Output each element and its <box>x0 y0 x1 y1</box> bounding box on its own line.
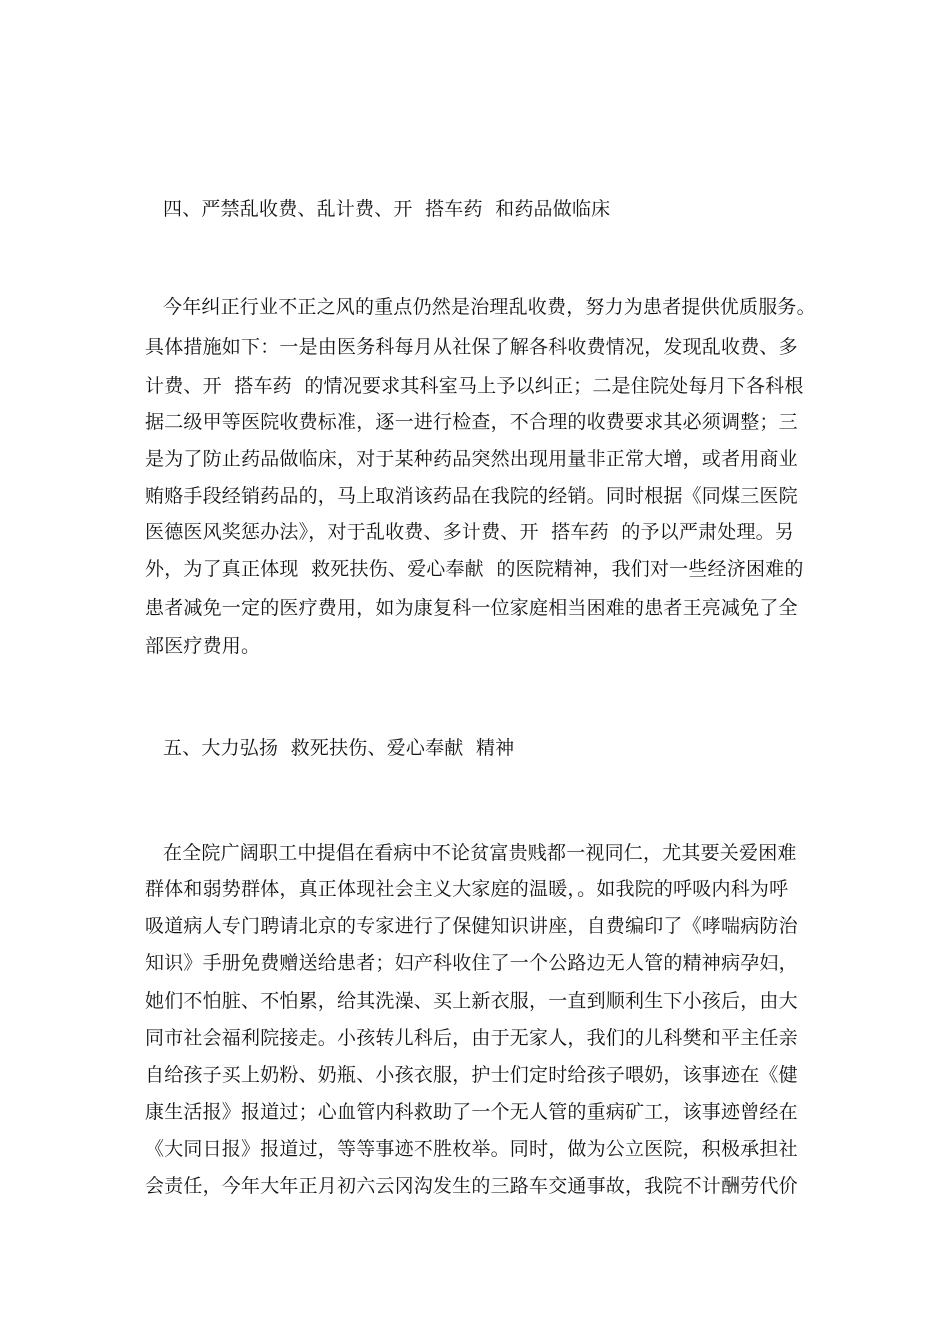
paragraph-line: 具体措施如下：一是由医务科每月从社保了解各科收费情况，发现乱收费、多 <box>145 336 798 358</box>
paragraph-line: 部医疗费用。 <box>145 635 261 657</box>
section-heading-4: 四、严禁乱收费、乱计费、开 搭车药 和药品做临床 <box>163 198 611 220</box>
paragraph-line: 据二级甲等医院收费标准，逐一进行检查，不合理的收费要求其必须调整；三 <box>145 411 798 433</box>
paragraph-line: 外，为了真正体现 救死扶伤、爱心奉献 的医院精神，我们对一些经济困难的 <box>145 558 804 580</box>
section-heading-5: 五、大力弘扬 救死扶伤、爱心奉献 精神 <box>163 737 515 759</box>
paragraph-line: 同市社会福利院接走。小孩转儿科后，由于无家人，我们的儿科樊和平主任亲 <box>145 1027 798 1049</box>
paragraph-line: 医德医风奖惩办法》，对于乱收费、多计费、开 搭车药 的予以严肃处理。另 <box>145 521 795 543</box>
paragraph-line: 是为了防止药品做临床，对于某种药品突然出现用量非正常大增，或者用商业 <box>145 448 798 470</box>
paragraph-line: 在全院广阔职工中提倡在看病中不论贫富贵贱都一视同仁，尤其要关爱困难 <box>163 842 797 864</box>
paragraph-line: 吸道病人专门聘请北京的专家进行了保健知识讲座，自费编印了《哮喘病防治 <box>145 915 798 937</box>
paragraph-line: 自给孩子买上奶粉、奶瓶、小孩衣服，护士们定时给孩子喂奶，该事迹在《健 <box>145 1064 798 1086</box>
paragraph-line: 患者减免一定的医疗费用，如为康复科一位家庭相当困难的患者王亮减免了全 <box>145 597 798 619</box>
paragraph-line: 知识》手册免费赠送给患者；妇产科收住了一个公路边无人管的精神病孕妇， <box>145 952 798 974</box>
paragraph-line: 今年纠正行业不正之风的重点仍然是治理乱收费，努力为患者提供优质服务。 <box>163 296 816 318</box>
paragraph-line: 康生活报》报道过；心血管内科救助了一个无人管的重病矿工，该事迹曾经在 <box>145 1101 798 1123</box>
paragraph-line: 她们不怕脏、不怕累，给其洗澡、买上新衣服，一直到顺利生下小孩后，由大 <box>145 990 798 1012</box>
paragraph-line: 群体和弱势群体，真正体现社会主义大家庭的温暖，。如我院的呼吸内科为呼 <box>145 878 789 900</box>
paragraph-line: 贿赂手段经销药品的，马上取消该药品在我院的经销。同时根据《同煤三医院 <box>145 485 798 507</box>
paragraph-line: 计费、开 搭车药 的情况要求其科室马上予以纠正；二是住院处每月下各科根 <box>145 375 804 397</box>
paragraph-line: 会责任，今年大年正月初六云冈沟发生的三路车交通事故，我院不计酬劳代价 <box>145 1175 798 1197</box>
paragraph-line: 《大同日报》报道过，等等事迹不胜枚举。同时，做为公立医院，积极承担社 <box>145 1138 798 1160</box>
